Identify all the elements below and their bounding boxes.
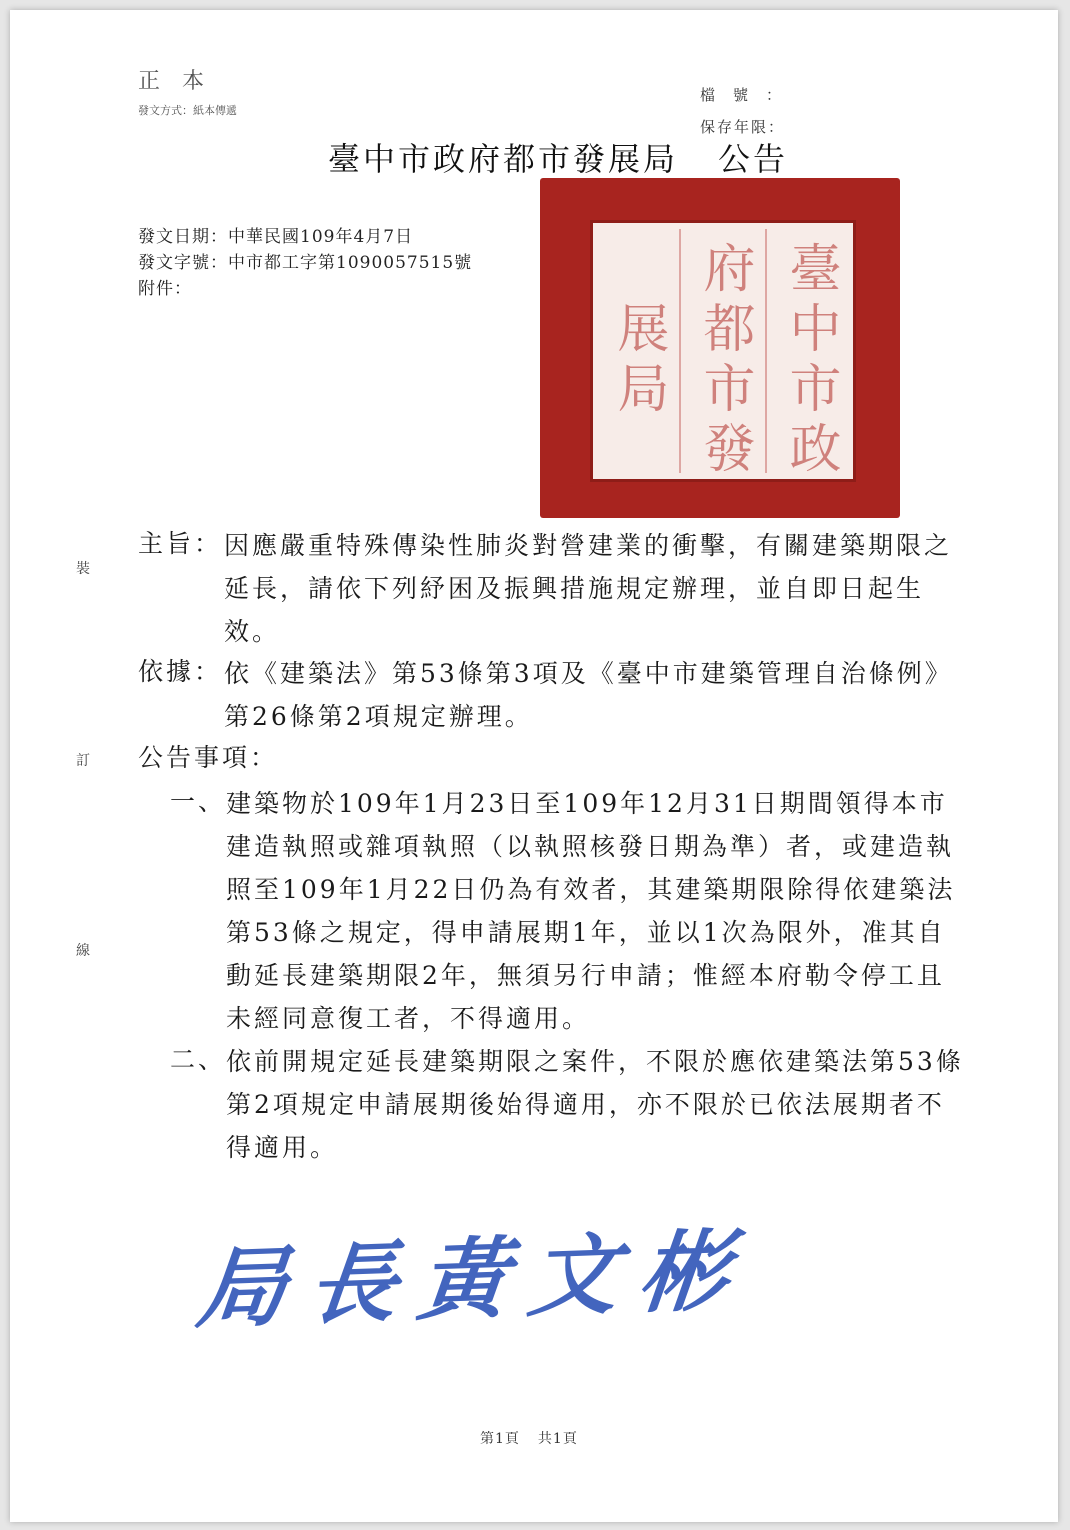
document-title bbox=[328, 134, 788, 180]
page-footer bbox=[480, 1428, 578, 1448]
retention-period-label: 保存年限： bbox=[700, 118, 786, 136]
document-page bbox=[10, 10, 1058, 1522]
archive-number-label: 檔號： bbox=[700, 86, 800, 104]
copy-type: 正本 bbox=[138, 69, 227, 94]
notice-item-text: 建築物於109年1月23日至109年12月31日期間領得本市建造執照或雜項執照（以執照核發日期為準）者，或建造執照至109年1月22日仍為有效者，其建築期限除得依建築法第53條之規定，得申請展期1年，並以1次為限外，准其自動延長建築期限2年，無須另行申請；惟經本府勒令停工且未經同意復工者，不得適用。 bbox=[226, 789, 956, 1033]
basis-text: 依《建築法》第53條第3項及《臺中市建築管理自治條例》第26條第2項規定辦理。 bbox=[224, 659, 953, 731]
binding-mark-ding: 訂 bbox=[76, 753, 90, 769]
subject-text: 因應嚴重特殊傳染性肺炎對營建業的衝擊，有關建築期限之延長，請依下列紓困及振興措施規定辦理，並自即日起生效。 bbox=[224, 531, 953, 646]
attachment-label: 附件： bbox=[138, 279, 192, 299]
seal-text: 臺中市政府都市發展局 bbox=[608, 241, 840, 481]
basis-label: 依據： bbox=[138, 657, 223, 686]
issue-number: 發文字號：中市都工字第1090057515號 bbox=[138, 253, 473, 273]
seal-field bbox=[590, 220, 856, 482]
send-method: 發文方式：紙本傳遞 bbox=[138, 104, 237, 117]
notice-item-number: 二、 bbox=[170, 1045, 227, 1074]
notice-item-number: 一、 bbox=[170, 787, 227, 816]
binding-mark-zhuang: 裝 bbox=[76, 561, 90, 577]
official-seal bbox=[540, 178, 900, 518]
notice-item-text: 依前開規定延長建築期限之案件，不限於應依建築法第53條第2項規定申請展期後始得適用，亦不限於已依法展期者不得適用。 bbox=[226, 1047, 964, 1162]
agency-name: 臺中市政府都市發展局 bbox=[328, 140, 679, 178]
page-number: 第1頁 bbox=[480, 1431, 520, 1447]
document-kind: 公告 bbox=[718, 140, 789, 178]
notice-heading: 公告事項： bbox=[138, 743, 279, 772]
issue-date: 發文日期：中華民國109年4月7日 bbox=[138, 227, 414, 247]
subject-label: 主旨： bbox=[138, 529, 223, 558]
director-signature: 局長黃文彬 bbox=[192, 1217, 757, 1341]
binding-mark-xian: 線 bbox=[76, 943, 90, 959]
page-total: 共1頁 bbox=[537, 1431, 578, 1447]
